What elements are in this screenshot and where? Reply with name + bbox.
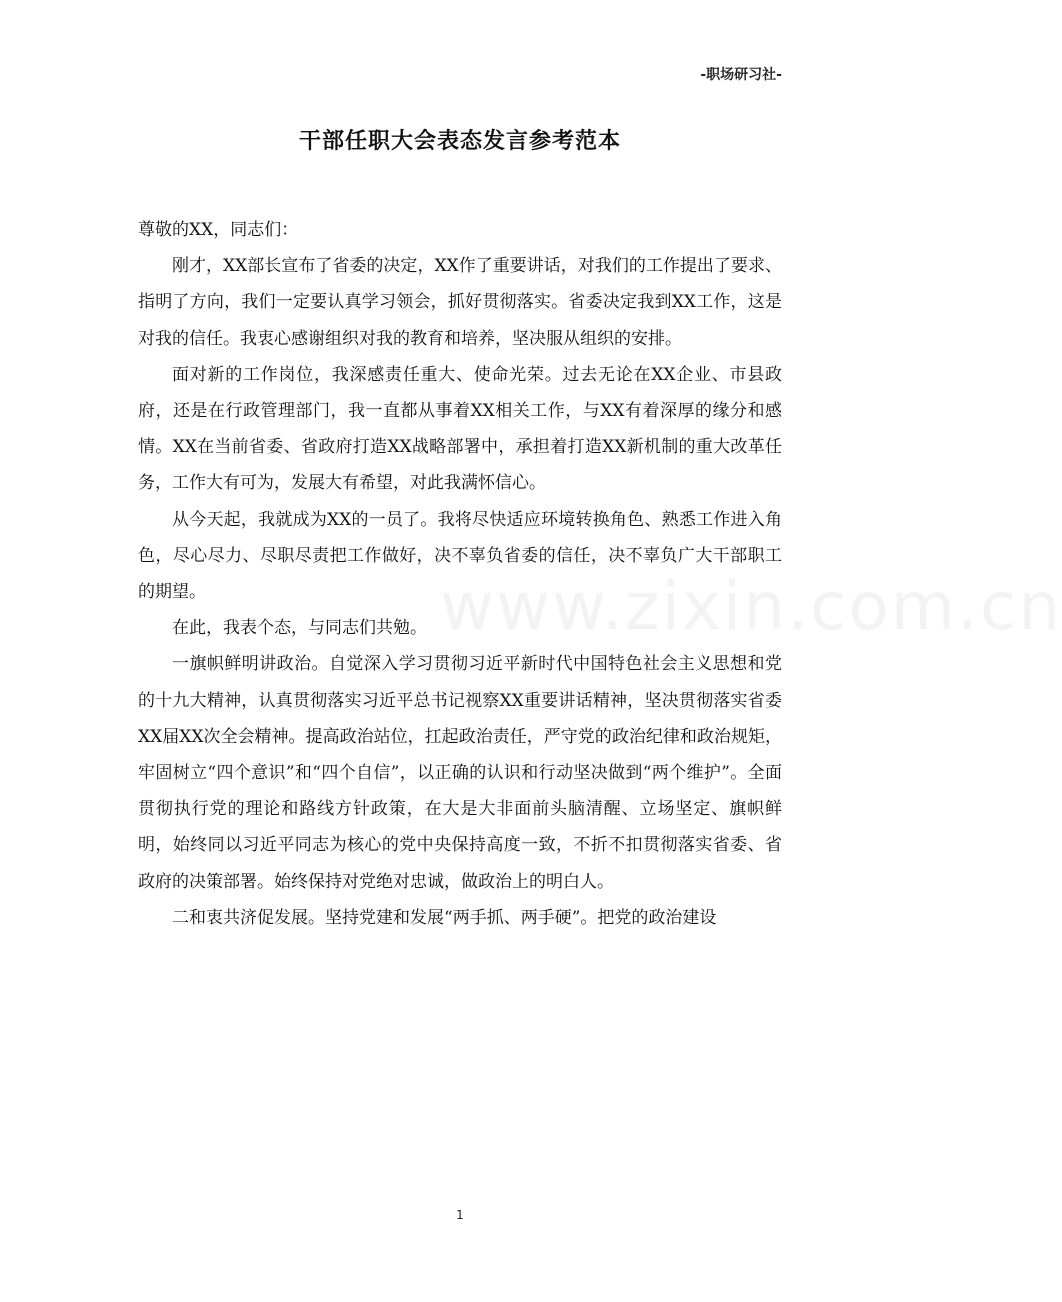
document-body — [138, 212, 782, 936]
paragraph-1: 刚才，XX部长宣布了省委的决定，XX作了重要讲话，对我们的工作提出了要求、指明了方向，我们一定要认真学习领会，抓好贯彻落实。省委决定我到XX工作，这是对我的信任。我衷心感谢组织对我的教育和培养，坚决服从组织的安排。 — [138, 256, 782, 349]
paragraph-5: 一旗帜鲜明讲政治。自觉深入学习贯彻习近平新时代中国特色社会主义思想和党的十九大精神，认真贯彻落实习近平总书记视察XX重要讲话精神，坚决贯彻落实省委XX届XX次全会精神。提高政治站位，扛起政治责任，严守党的政治纪律和政治规矩，牢固树立“四个意识”和“四个自信”，以正确的认识和行动坚决做到“两个维护”。全面贯彻执行党的理论和路线方针政策，在大是大非面前头脑清醒、立场坚定、旗帜鲜明，始终同以习近平同志为核心的党中央保持高度一致，不折不扣贯彻落实省委、省政府的决策部署。始终保持对党绝对忠诚，做政治上的明白人。 — [138, 654, 782, 892]
salutation: 尊敬的XX，同志们： — [138, 220, 299, 240]
paragraph-6: 二和衷共济促发展。坚持党建和发展“两手抓、两手硬”。把党的政治建设 — [172, 907, 717, 928]
paragraph-3: 从今天起，我就成为XX的一员了。我将尽快适应环境转换角色、熟悉工作进入角色，尽心尽力、尽职尽责把工作做好，决不辜负省委的信任，决不辜负广大干部职工的期望。 — [138, 509, 782, 603]
page-number: 1 — [456, 1208, 464, 1222]
watermark: www.zixin.com.cn — [440, 568, 1062, 645]
paragraph-2: 面对新的工作岗位，我深感责任重大、使命光荣。过去无论在XX企业、市县政府，还是在行政管理部门，我一直都从事着XX相关工作，与XX有着深厚的缘分和感情。XX在当前省委、省政府打造XX战略部署中，承担着打造XX新机制的重大改革任务，工作大有可为，发展大有希望，对此我满怀信心。 — [138, 364, 782, 494]
document-title: 干部任职大会表态发言参考范本 — [298, 128, 621, 154]
paragraph-4: 在此，我表个态，与同志们共勉。 — [172, 618, 427, 639]
header-label: -职场研习社- — [700, 67, 782, 83]
